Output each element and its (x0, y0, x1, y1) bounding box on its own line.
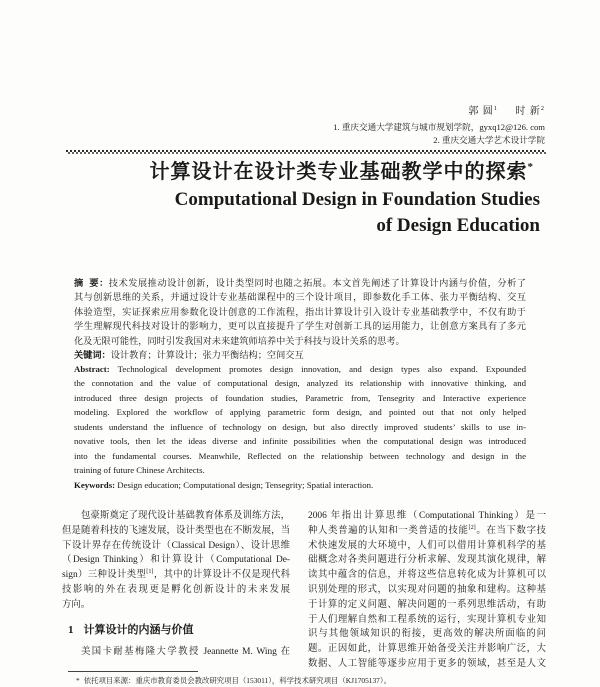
abstract-en-line: training of future Chinese Architects. (74, 465, 205, 475)
body-right-line: 数据、人工智能等逐步应用于更多的领域，甚至是人文 (308, 659, 546, 669)
keywords-zh (74, 348, 526, 362)
section-title: 计算设计的内涵与价值 (83, 624, 194, 636)
keywords-zh-text: 设计教育；计算设计；张力平衡结构；空间交互 (110, 350, 304, 360)
citation-mark: [1] (146, 568, 154, 575)
title-chinese-text: 计算设计在设计类专业基础教学中的探索 (149, 161, 528, 183)
keywords-en-label: Keywords: (74, 480, 116, 490)
header-divider-pattern (67, 152, 546, 154)
keywords-en (74, 478, 526, 492)
abstract-zh-label: 摘 要： (74, 278, 109, 288)
abstract-en-line: the connotation and the value of computational design, analyzed its relationship with innovative thinking, and (74, 378, 526, 388)
affiliation: 2. 重庆交通大学艺术设计学院 (433, 135, 545, 145)
footnote-text: 依托项目来源：重庆市教育委员会教改研究项目（153011），科学技术研究项目（KJ1705137）。 (83, 676, 391, 685)
body-right-line (308, 524, 546, 539)
body-left-line: 方向。 (62, 600, 91, 610)
body-text: 。在当下数字技 (475, 526, 546, 536)
author (468, 106, 498, 117)
body-text: ，其中的计算设计不仅是现代科 (153, 570, 290, 580)
abstract-en-line: students understand the influence of technology on design, but also directly improved students’ skills to use in- (74, 422, 526, 432)
body-left-line: 下设计界存在传统设计（Classical Design）、设计思维 (62, 541, 290, 551)
author-list (468, 105, 545, 118)
section-heading (68, 622, 194, 638)
title-english-line: Computational Design in Foundation Studies (174, 189, 540, 210)
abstract-en-line: into the fundamental courses. Meanwhile, Reflected on the relationship between technology and design in the (74, 451, 526, 461)
body-left-line: （Design Thinking）和计算设计（Computational De- (62, 555, 290, 565)
abstract-zh-line: 学生理解现代科技对设计的影响力，更可以直接提升了学生对创新工具的运用能力，让创意方案具有了多元 (74, 321, 526, 331)
author-affiliation-mark: 1 (493, 105, 498, 112)
author-name: 时 新 (515, 106, 541, 117)
abstract-zh-line: 体验造型，实证探索应用参数化设计创意的工作流程，指出计算设计引入设计专业基础教学中，不仅有助于 (74, 307, 526, 317)
section-number: 1 (68, 624, 74, 636)
abstract-en-label: Abstract: (74, 364, 110, 374)
body-text: 种人类普遍的认知和一类普适的技能 (308, 526, 469, 536)
abstract-zh-text: 技术发展推动设计创新，设计类型同时也随之拓展。本文首先阐述了计算设计内涵与价值，分析了 (108, 278, 526, 288)
footnote (76, 675, 391, 686)
author-affiliation-mark: 2 (540, 105, 545, 112)
body-text: sign）三种设计类型 (62, 570, 147, 580)
body-right-line: 识别处理的形式，以实现对问题的抽象和建构。这种基 (308, 585, 546, 595)
body-right-line: 2006 年指出计算思维（Computational Thinking）是一 (308, 511, 546, 521)
abstract-en-line: modeling. Explored the workflow of applying parametric form design, and pointed out that not only helped (74, 407, 526, 417)
body-right-line: 术快速发展的大环境中，人们可以借用计算机科学的基 (308, 541, 546, 551)
title-chinese (150, 160, 535, 184)
abstract-en-line (74, 362, 526, 376)
body-right-line: 础概念对各类问题进行分析求解、发现其演化规律，解 (308, 555, 546, 565)
author-name: 郭 圆 (468, 106, 494, 117)
abstract-zh-line: 化及无限可能性，同时引发我国对未来建筑师培养中关于科技与设计关系的思考。 (74, 336, 405, 346)
body-right-line: 于计算的定义问题、解决问题的一系列思维活动，有助 (308, 600, 546, 610)
body-right-line: 于人们理解自然和工程系统的运行，实现计算机专业知 (308, 615, 546, 625)
body-right-line: 题。正因如此，计算思维开始备受关注并影响广泛，大 (308, 644, 546, 654)
body-left-line (62, 568, 290, 583)
body-left-line: 包豪斯奠定了现代设计基础教育体系及训练方法， (81, 511, 290, 521)
body-left-line: 但是随着科技的飞速发展，设计类型也在不断发展，当 (62, 526, 290, 536)
footnote-mark: * (76, 676, 80, 685)
body-left-line: 技影响的外在表现更是孵化创新设计的未来发展 (62, 585, 290, 595)
footnote-rule (68, 671, 198, 672)
title-english-line: of Design Education (376, 215, 540, 236)
abstract-en-line: novative tools, then let the ideas diverse and infinite possibilities when the computational design was introduced (74, 436, 526, 446)
abstract-en-text: Technological development promotes design innovation, and design types also expand. Expounded (109, 364, 526, 374)
abstract-zh-line (74, 276, 526, 290)
affiliation: 1. 重庆交通大学建筑与城市规划学院，gyxq12@126. com (333, 122, 545, 132)
keywords-zh-label: 关键词： (74, 350, 111, 360)
body-right-line: 读其中蕴含的信息，并将这些信息转化成为计算机可以 (308, 570, 546, 580)
abstract-zh-line: 其与创新思维的关系，并通过设计专业基础课程中的三个设计项目，即参数化手工体、张力平衡结构、交互 (74, 292, 526, 302)
citation-mark: [2] (468, 524, 476, 531)
abstract-en-line: introduced three design projects of foundation studies, Parametric from, Tensegrity and Interactive experience (74, 393, 526, 403)
author (515, 106, 545, 117)
title-footnote-mark: * (527, 161, 534, 173)
body-right-line: 识与其他领域知识的衔接，更高效的解决所面临的问 (308, 629, 546, 639)
keywords-en-text: Design education; Computational design; Tensegrity; Spatial interaction. (115, 480, 374, 490)
body-left-line: 美国卡耐基梅隆大学教授 Jeannette M. Wing 在 (81, 647, 290, 657)
